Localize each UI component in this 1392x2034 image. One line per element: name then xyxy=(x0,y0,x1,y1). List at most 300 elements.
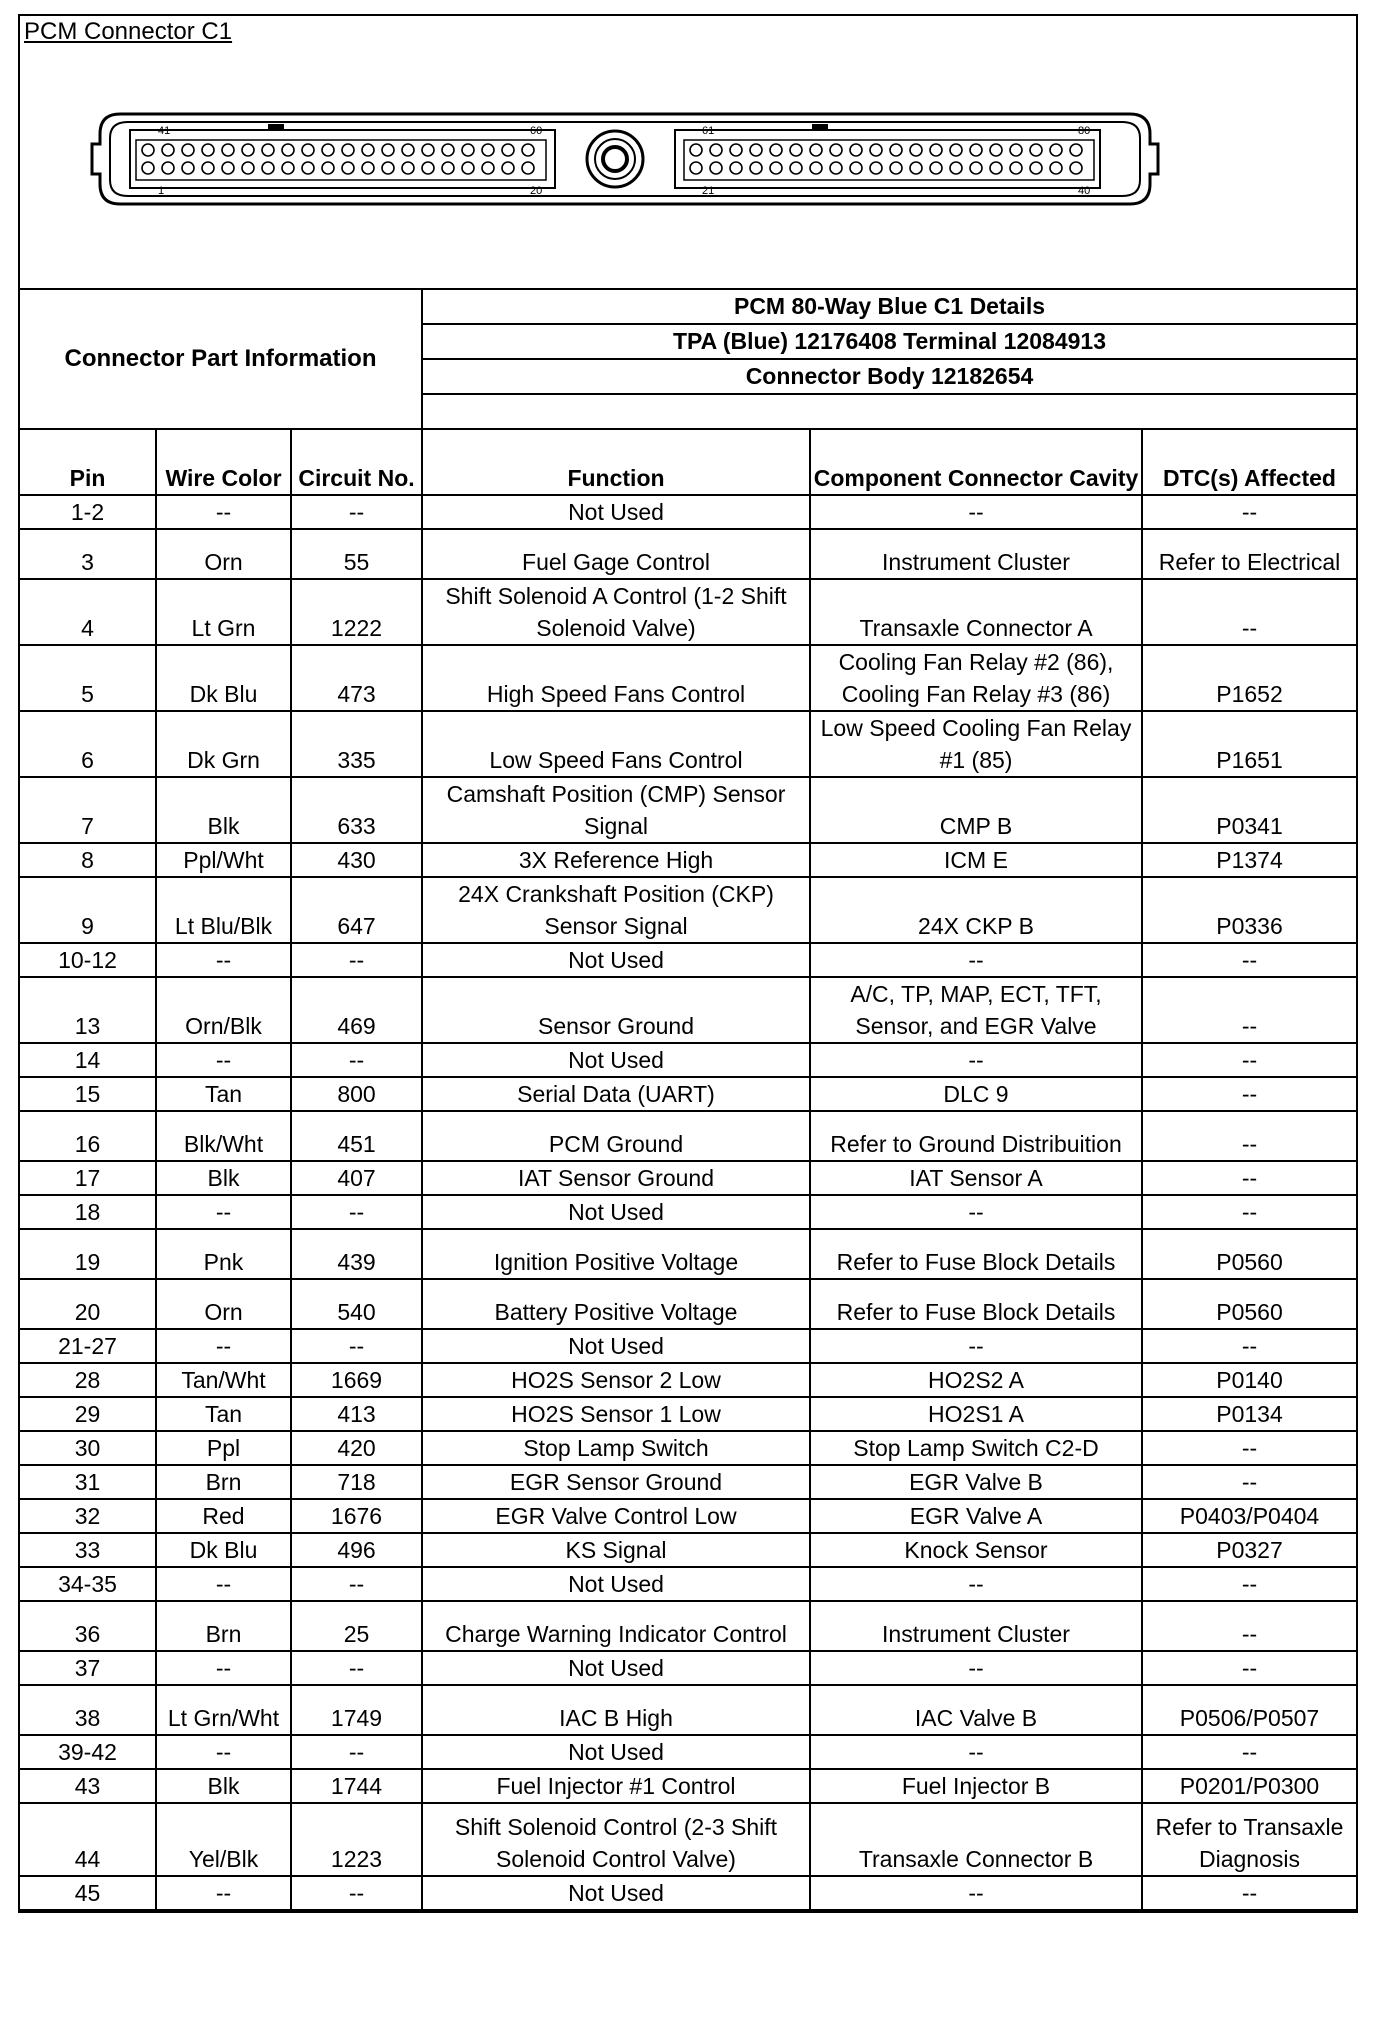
pin-cell: 37 xyxy=(20,1651,156,1685)
pin-socket xyxy=(1050,144,1062,156)
table-row xyxy=(20,1363,1356,1397)
header-wire-color: Wire Color xyxy=(156,430,291,495)
cavity-cell: DLC 9 xyxy=(810,1077,1142,1111)
pin-socket xyxy=(462,162,474,174)
wire-color-cell: Red xyxy=(156,1499,291,1533)
circuit-cell: 439 xyxy=(291,1229,422,1279)
dtc-cell: -- xyxy=(1142,1601,1356,1651)
cavity-cell: EGR Valve A xyxy=(810,1499,1142,1533)
pin-cell: 45 xyxy=(20,1876,156,1910)
cavity-cell: Refer to Fuse Block Details xyxy=(810,1279,1142,1329)
wire-color-cell: -- xyxy=(156,1567,291,1601)
pin-cell: 39-42 xyxy=(20,1735,156,1769)
pin-socket xyxy=(142,162,154,174)
cavity-cell: -- xyxy=(810,1651,1142,1685)
pin-cell: 34-35 xyxy=(20,1567,156,1601)
circuit-cell: 451 xyxy=(291,1111,422,1161)
pin-cell: 16 xyxy=(20,1111,156,1161)
pin-socket xyxy=(282,144,294,156)
function-cell: IAC B High xyxy=(422,1685,810,1735)
pin-socket xyxy=(890,144,902,156)
wire-color-cell: Lt Blu/Blk xyxy=(156,877,291,943)
info-line-4 xyxy=(423,395,1356,428)
pin-socket xyxy=(182,144,194,156)
pin-socket xyxy=(242,162,254,174)
table-row xyxy=(20,1685,1356,1735)
dtc-cell: P0341 xyxy=(1142,777,1356,843)
circuit-cell: -- xyxy=(291,1567,422,1601)
pin-table xyxy=(20,430,1356,1911)
pin-cell: 36 xyxy=(20,1601,156,1651)
circuit-cell: 1223 xyxy=(291,1803,422,1876)
wire-color-cell: -- xyxy=(156,1876,291,1910)
wire-color-cell: Blk xyxy=(156,777,291,843)
table-row xyxy=(20,1651,1356,1685)
table-row xyxy=(20,1499,1356,1533)
function-cell: Shift Solenoid A Control (1-2 Shift Solenoid Valve) xyxy=(422,579,810,645)
pin-cell: 29 xyxy=(20,1397,156,1431)
function-cell: Fuel Injector #1 Control xyxy=(422,1769,810,1803)
pin-label-61: 61 xyxy=(702,125,715,137)
circuit-cell: 1676 xyxy=(291,1499,422,1533)
table-row xyxy=(20,1043,1356,1077)
pin-label-21: 21 xyxy=(702,185,715,197)
table-row xyxy=(20,579,1356,645)
cavity-cell: Low Speed Cooling Fan Relay #1 (85) xyxy=(810,711,1142,777)
info-line-3: Connector Body 12182654 xyxy=(423,360,1356,395)
function-cell: Not Used xyxy=(422,1735,810,1769)
info-line-2: TPA (Blue) 12176408 Terminal 12084913 xyxy=(423,325,1356,360)
function-cell: KS Signal xyxy=(422,1533,810,1567)
table-row xyxy=(20,1397,1356,1431)
pin-cell: 4 xyxy=(20,579,156,645)
wire-color-cell: Dk Blu xyxy=(156,645,291,711)
pin-cell: 1-2 xyxy=(20,495,156,529)
pin-cell: 14 xyxy=(20,1043,156,1077)
pin-socket xyxy=(890,162,902,174)
circuit-cell: 633 xyxy=(291,777,422,843)
pin-cell: 20 xyxy=(20,1279,156,1329)
pin-socket xyxy=(770,162,782,174)
pin-socket xyxy=(970,144,982,156)
connector-diagram xyxy=(90,104,1160,214)
cavity-cell: A/C, TP, MAP, ECT, TFT, Sensor, and EGR Valve xyxy=(810,977,1142,1043)
circuit-cell: -- xyxy=(291,1329,422,1363)
function-cell: Fuel Gage Control xyxy=(422,529,810,579)
table-row xyxy=(20,877,1356,943)
pin-socket xyxy=(910,162,922,174)
cavity-cell: IAT Sensor A xyxy=(810,1161,1142,1195)
pin-cell: 7 xyxy=(20,777,156,843)
circuit-cell: -- xyxy=(291,1876,422,1910)
function-cell: EGR Sensor Ground xyxy=(422,1465,810,1499)
table-row xyxy=(20,1803,1356,1876)
function-cell: Sensor Ground xyxy=(422,977,810,1043)
dtc-cell: P0134 xyxy=(1142,1397,1356,1431)
table-row xyxy=(20,1161,1356,1195)
function-cell: Not Used xyxy=(422,495,810,529)
function-cell: Not Used xyxy=(422,1567,810,1601)
wire-color-cell: -- xyxy=(156,495,291,529)
circuit-cell: 1744 xyxy=(291,1769,422,1803)
dtc-cell: Refer to Transaxle Diagnosis xyxy=(1142,1803,1356,1876)
table-row xyxy=(20,1876,1356,1910)
pin-cell: 17 xyxy=(20,1161,156,1195)
table-row xyxy=(20,1735,1356,1769)
wire-color-cell: Dk Grn xyxy=(156,711,291,777)
wire-color-cell: Yel/Blk xyxy=(156,1803,291,1876)
dtc-cell: P0201/P0300 xyxy=(1142,1769,1356,1803)
dtc-cell: P1651 xyxy=(1142,711,1356,777)
dtc-cell: -- xyxy=(1142,1431,1356,1465)
pin-socket xyxy=(342,162,354,174)
pin-socket xyxy=(1050,162,1062,174)
pin-socket xyxy=(690,144,702,156)
pin-socket xyxy=(870,144,882,156)
pin-socket xyxy=(910,144,922,156)
cavity-cell: -- xyxy=(810,943,1142,977)
pin-socket xyxy=(442,162,454,174)
table-row xyxy=(20,943,1356,977)
pin-label-20: 20 xyxy=(530,185,543,197)
pin-cell: 30 xyxy=(20,1431,156,1465)
pin-socket xyxy=(830,162,842,174)
pin-socket xyxy=(950,162,962,174)
cavity-cell: HO2S1 A xyxy=(810,1397,1142,1431)
pin-socket xyxy=(830,144,842,156)
pin-cell: 13 xyxy=(20,977,156,1043)
pin-socket xyxy=(870,162,882,174)
pin-socket xyxy=(382,144,394,156)
pin-socket xyxy=(1010,162,1022,174)
function-cell: Stop Lamp Switch xyxy=(422,1431,810,1465)
function-cell: Not Used xyxy=(422,1043,810,1077)
pin-socket xyxy=(202,144,214,156)
pin-socket xyxy=(1010,144,1022,156)
pin-socket xyxy=(302,162,314,174)
pin-socket xyxy=(502,144,514,156)
info-line-1: PCM 80-Way Blue C1 Details xyxy=(423,290,1356,325)
wire-color-cell: Lt Grn/Wht xyxy=(156,1685,291,1735)
dtc-cell: P0506/P0507 xyxy=(1142,1685,1356,1735)
connector-details-cell xyxy=(422,290,1356,429)
pin-socket xyxy=(1030,144,1042,156)
cavity-cell: -- xyxy=(810,495,1142,529)
wire-color-cell: Tan xyxy=(156,1397,291,1431)
cavity-cell: 24X CKP B xyxy=(810,877,1142,943)
dtc-cell: P0140 xyxy=(1142,1363,1356,1397)
table-row xyxy=(20,1329,1356,1363)
table-row xyxy=(20,1195,1356,1229)
pin-cell: 18 xyxy=(20,1195,156,1229)
function-cell: 24X Crankshaft Position (CKP) Sensor Signal xyxy=(422,877,810,943)
table-row xyxy=(20,977,1356,1043)
cavity-cell: Fuel Injector B xyxy=(810,1769,1142,1803)
table-row xyxy=(20,645,1356,711)
pin-socket xyxy=(362,162,374,174)
pin-socket xyxy=(142,144,154,156)
pin-socket xyxy=(482,162,494,174)
circuit-cell: -- xyxy=(291,1043,422,1077)
function-cell: PCM Ground xyxy=(422,1111,810,1161)
circuit-cell: 647 xyxy=(291,877,422,943)
table-row xyxy=(20,1111,1356,1161)
circuit-cell: 25 xyxy=(291,1601,422,1651)
header-function: Function xyxy=(422,430,810,495)
circuit-cell: 55 xyxy=(291,529,422,579)
wire-color-cell: Tan/Wht xyxy=(156,1363,291,1397)
circuit-cell: 430 xyxy=(291,843,422,877)
pin-label-40: 40 xyxy=(1078,185,1091,197)
circuit-cell: 1222 xyxy=(291,579,422,645)
cavity-cell: -- xyxy=(810,1329,1142,1363)
dtc-cell: -- xyxy=(1142,1077,1356,1111)
pin-socket xyxy=(402,144,414,156)
pin-cell: 9 xyxy=(20,877,156,943)
function-cell: Shift Solenoid Control (2-3 Shift Solenoid Control Valve) xyxy=(422,1803,810,1876)
circuit-cell: 718 xyxy=(291,1465,422,1499)
table-row xyxy=(20,1769,1356,1803)
cavity-cell: Cooling Fan Relay #2 (86), Cooling Fan Relay #3 (86) xyxy=(810,645,1142,711)
pin-socket xyxy=(402,162,414,174)
wire-color-cell: Brn xyxy=(156,1465,291,1499)
pin-cell: 28 xyxy=(20,1363,156,1397)
dtc-cell: -- xyxy=(1142,1567,1356,1601)
pin-cell: 32 xyxy=(20,1499,156,1533)
pin-socket xyxy=(990,144,1002,156)
pin-label-80: 80 xyxy=(1078,125,1091,137)
wire-color-cell: Ppl xyxy=(156,1431,291,1465)
dtc-cell: -- xyxy=(1142,977,1356,1043)
dtc-cell: -- xyxy=(1142,1465,1356,1499)
pin-cell: 3 xyxy=(20,529,156,579)
dtc-cell: P0336 xyxy=(1142,877,1356,943)
table-row xyxy=(20,1601,1356,1651)
pin-socket xyxy=(162,162,174,174)
cavity-cell: Refer to Ground Distribuition xyxy=(810,1111,1142,1161)
table-row xyxy=(20,1567,1356,1601)
pin-socket xyxy=(710,162,722,174)
pin-socket xyxy=(462,144,474,156)
pin-socket xyxy=(282,162,294,174)
wire-color-cell: Blk/Wht xyxy=(156,1111,291,1161)
circuit-cell: -- xyxy=(291,1651,422,1685)
pin-cell: 6 xyxy=(20,711,156,777)
pin-socket xyxy=(262,162,274,174)
pin-cell: 38 xyxy=(20,1685,156,1735)
pin-cell: 33 xyxy=(20,1533,156,1567)
cavity-cell: IAC Valve B xyxy=(810,1685,1142,1735)
pin-socket xyxy=(162,144,174,156)
wire-color-cell: Orn xyxy=(156,1279,291,1329)
cavity-cell: -- xyxy=(810,1043,1142,1077)
dtc-cell: P0403/P0404 xyxy=(1142,1499,1356,1533)
wire-color-cell: -- xyxy=(156,1043,291,1077)
table-row xyxy=(20,1077,1356,1111)
pin-socket xyxy=(222,144,234,156)
function-cell: High Speed Fans Control xyxy=(422,645,810,711)
wire-color-cell: -- xyxy=(156,943,291,977)
header-pin: Pin xyxy=(20,430,156,495)
wire-color-cell: Orn/Blk xyxy=(156,977,291,1043)
circuit-cell: 800 xyxy=(291,1077,422,1111)
table-row xyxy=(20,1465,1356,1499)
pin-socket xyxy=(810,144,822,156)
cavity-cell: Instrument Cluster xyxy=(810,529,1142,579)
pin-socket xyxy=(322,144,334,156)
wire-color-cell: Lt Grn xyxy=(156,579,291,645)
pin-cell: 31 xyxy=(20,1465,156,1499)
cavity-cell: Knock Sensor xyxy=(810,1533,1142,1567)
pin-cell: 8 xyxy=(20,843,156,877)
pin-socket xyxy=(422,162,434,174)
pin-socket xyxy=(1070,162,1082,174)
dtc-cell: P0327 xyxy=(1142,1533,1356,1567)
dtc-cell: -- xyxy=(1142,1735,1356,1769)
cavity-cell: Transaxle Connector A xyxy=(810,579,1142,645)
pin-socket xyxy=(482,144,494,156)
dtc-cell: -- xyxy=(1142,495,1356,529)
pin-socket xyxy=(382,162,394,174)
pin-socket xyxy=(202,162,214,174)
cavity-cell: -- xyxy=(810,1735,1142,1769)
cavity-cell: EGR Valve B xyxy=(810,1465,1142,1499)
pin-cell: 21-27 xyxy=(20,1329,156,1363)
circuit-cell: 1669 xyxy=(291,1363,422,1397)
wire-color-cell: Ppl/Wht xyxy=(156,843,291,877)
table-row xyxy=(20,777,1356,843)
connector-info-table xyxy=(20,290,1356,430)
table-row xyxy=(20,495,1356,529)
connector-part-info-label: Connector Part Information xyxy=(20,290,422,429)
table-header-row xyxy=(20,430,1356,495)
cavity-cell: Refer to Fuse Block Details xyxy=(810,1229,1142,1279)
function-cell: Charge Warning Indicator Control xyxy=(422,1601,810,1651)
pin-socket xyxy=(690,162,702,174)
dtc-cell: -- xyxy=(1142,579,1356,645)
pin-socket xyxy=(502,162,514,174)
pin-socket xyxy=(730,162,742,174)
function-cell: EGR Valve Control Low xyxy=(422,1499,810,1533)
circuit-cell: 407 xyxy=(291,1161,422,1195)
table-row xyxy=(20,711,1356,777)
function-cell: Battery Positive Voltage xyxy=(422,1279,810,1329)
circuit-cell: 540 xyxy=(291,1279,422,1329)
pin-socket xyxy=(1030,162,1042,174)
wire-color-cell: Blk xyxy=(156,1161,291,1195)
pin-socket xyxy=(990,162,1002,174)
dtc-cell: P1652 xyxy=(1142,645,1356,711)
pin-socket xyxy=(770,144,782,156)
pin-socket xyxy=(810,162,822,174)
pin-cell: 10-12 xyxy=(20,943,156,977)
circuit-cell: -- xyxy=(291,1735,422,1769)
function-cell: IAT Sensor Ground xyxy=(422,1161,810,1195)
function-cell: HO2S Sensor 1 Low xyxy=(422,1397,810,1431)
pin-cell: 15 xyxy=(20,1077,156,1111)
wire-color-cell: -- xyxy=(156,1651,291,1685)
dtc-cell: -- xyxy=(1142,1161,1356,1195)
pin-socket xyxy=(1070,144,1082,156)
wire-color-cell: Tan xyxy=(156,1077,291,1111)
pin-socket xyxy=(522,144,534,156)
wire-color-cell: Pnk xyxy=(156,1229,291,1279)
pin-socket xyxy=(362,144,374,156)
pin-socket xyxy=(750,144,762,156)
function-cell: Not Used xyxy=(422,1651,810,1685)
pin-socket xyxy=(950,144,962,156)
dtc-cell: -- xyxy=(1142,1195,1356,1229)
function-cell: HO2S Sensor 2 Low xyxy=(422,1363,810,1397)
pin-socket xyxy=(750,162,762,174)
function-cell: Ignition Positive Voltage xyxy=(422,1229,810,1279)
cavity-cell: -- xyxy=(810,1195,1142,1229)
dtc-cell: P0560 xyxy=(1142,1229,1356,1279)
pin-socket xyxy=(790,144,802,156)
function-cell: Serial Data (UART) xyxy=(422,1077,810,1111)
pin-socket xyxy=(930,162,942,174)
cavity-cell: -- xyxy=(810,1876,1142,1910)
pin-socket xyxy=(970,162,982,174)
pin-socket xyxy=(730,144,742,156)
header-circuit-no: Circuit No. xyxy=(291,430,422,495)
pin-cell: 5 xyxy=(20,645,156,711)
header-dtc: DTC(s) Affected xyxy=(1142,430,1356,495)
wire-color-cell: -- xyxy=(156,1735,291,1769)
pin-socket xyxy=(442,144,454,156)
table-row xyxy=(20,529,1356,579)
function-cell: 3X Reference High xyxy=(422,843,810,877)
table-row xyxy=(20,1229,1356,1279)
circuit-cell: -- xyxy=(291,943,422,977)
dtc-cell: -- xyxy=(1142,1876,1356,1910)
cavity-cell: Stop Lamp Switch C2-D xyxy=(810,1431,1142,1465)
function-cell: Not Used xyxy=(422,1329,810,1363)
page-title: PCM Connector C1 xyxy=(24,18,233,45)
pin-cell: 19 xyxy=(20,1229,156,1279)
circuit-cell: 413 xyxy=(291,1397,422,1431)
circuit-cell: 420 xyxy=(291,1431,422,1465)
function-cell: Low Speed Fans Control xyxy=(422,711,810,777)
dtc-cell: P1374 xyxy=(1142,843,1356,877)
table-row xyxy=(20,1279,1356,1329)
wire-color-cell: Orn xyxy=(156,529,291,579)
pin-cell: 43 xyxy=(20,1769,156,1803)
pin-socket xyxy=(850,162,862,174)
dtc-cell: -- xyxy=(1142,1651,1356,1685)
dtc-cell: -- xyxy=(1142,1329,1356,1363)
circuit-cell: 473 xyxy=(291,645,422,711)
pin-socket xyxy=(222,162,234,174)
cavity-cell: CMP B xyxy=(810,777,1142,843)
pin-socket xyxy=(710,144,722,156)
pin-label-60: 60 xyxy=(530,125,543,137)
pin-label-41: 41 xyxy=(158,125,171,137)
pin-cell: 44 xyxy=(20,1803,156,1876)
pin-socket xyxy=(262,144,274,156)
title-area xyxy=(20,16,1356,290)
cavity-cell: ICM E xyxy=(810,843,1142,877)
cavity-cell: HO2S2 A xyxy=(810,1363,1142,1397)
table-row xyxy=(20,1533,1356,1567)
function-cell: Not Used xyxy=(422,1195,810,1229)
wire-color-cell: -- xyxy=(156,1329,291,1363)
circuit-cell: 1749 xyxy=(291,1685,422,1735)
dtc-cell: P0560 xyxy=(1142,1279,1356,1329)
pin-socket xyxy=(322,162,334,174)
dtc-cell: -- xyxy=(1142,1043,1356,1077)
wire-color-cell: Dk Blu xyxy=(156,1533,291,1567)
